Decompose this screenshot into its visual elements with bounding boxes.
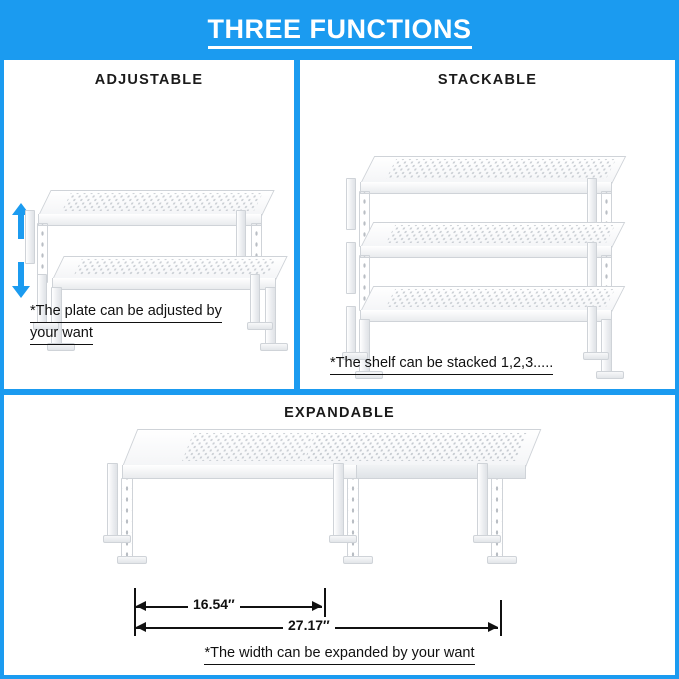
dimension-collapsed-width-label: 16.54″	[188, 596, 240, 612]
panel-adjustable-title: ADJUSTABLE	[94, 72, 204, 88]
panel-expandable-title: EXPANDABLE	[284, 405, 395, 421]
panel-stackable	[300, 60, 675, 389]
panel-stackable-title: STACKABLE	[437, 72, 538, 88]
page-title	[0, 14, 679, 45]
dimension-expanded-width-label: 27.17″	[283, 617, 335, 633]
panel-stackable-caption-text: *The shelf can be stacked 1,2,3.....	[330, 353, 553, 375]
panel-stackable-caption	[330, 353, 660, 375]
panel-adjustable-caption-line1: *The plate can be adjusted by	[30, 301, 222, 323]
panel-adjustable	[4, 60, 294, 389]
panel-expandable	[4, 395, 675, 675]
page-title-text: THREE FUNCTIONS	[208, 14, 472, 49]
panel-expandable-caption	[4, 643, 675, 665]
panel-adjustable-caption	[30, 301, 280, 345]
panel-expandable-caption-text: *The width can be expanded by your want	[204, 643, 474, 665]
panel-adjustable-caption-line2: your want	[30, 323, 93, 345]
